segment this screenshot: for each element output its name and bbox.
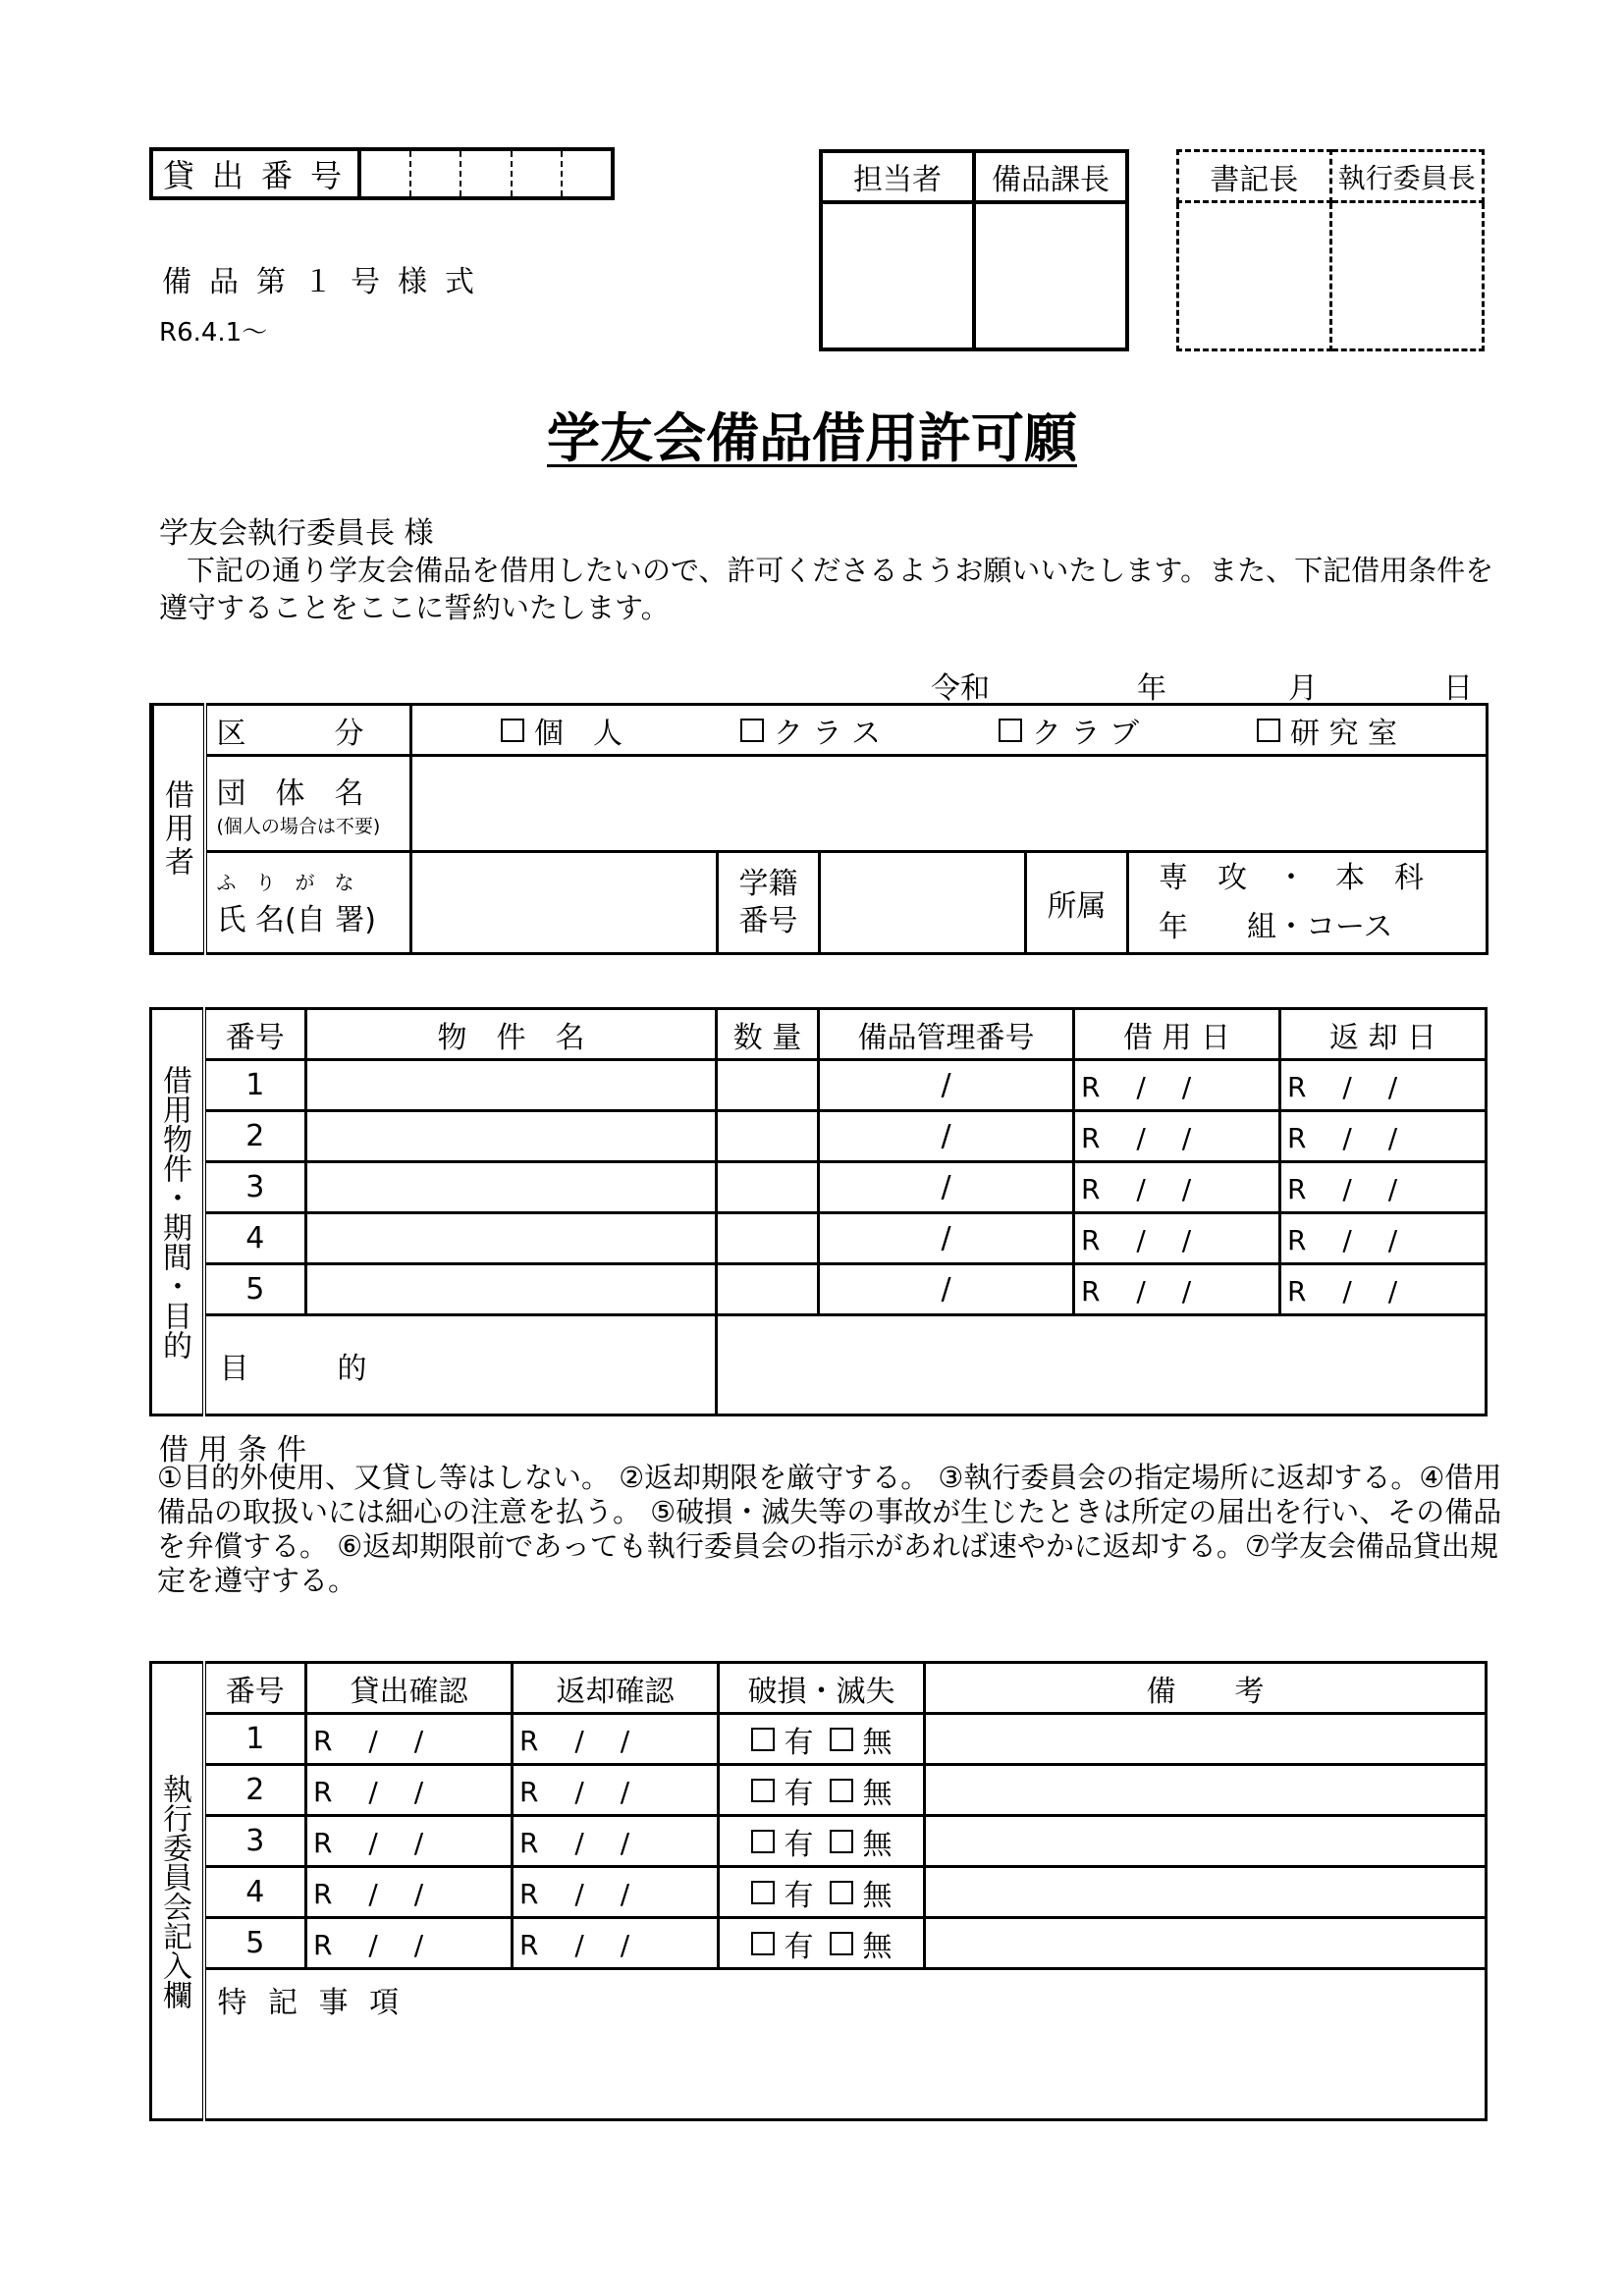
category-club[interactable]: ク ラ ブ	[999, 709, 1139, 752]
return-date-field[interactable]: R / /	[1280, 1162, 1487, 1213]
date-era: 令和	[931, 671, 990, 706]
return-check-field[interactable]: R / /	[513, 1867, 719, 1918]
loan-number-digit-3[interactable]	[460, 149, 512, 198]
loan-check-field[interactable]: R / /	[306, 1816, 513, 1867]
date-day: 日	[1443, 671, 1473, 706]
item-name-field[interactable]	[306, 1264, 717, 1315]
document-title: 学友会備品借用許可願	[547, 407, 1077, 469]
checkbox-icon	[830, 1830, 853, 1853]
checkbox-icon	[1257, 719, 1280, 742]
damage-yes[interactable]: 有	[751, 1820, 814, 1863]
damage-options	[719, 1765, 925, 1816]
staff-stamp-cell[interactable]	[821, 202, 974, 349]
loan-number-digit-5[interactable]	[562, 149, 613, 198]
damage-yes[interactable]: 有	[751, 1718, 814, 1761]
conditions-body: ①目的外使用、又貸し等はしない。 ②返却期限を厳守する。 ③執行委員会の指定場所に返却する。④借用備品の取扱いには細心の注意を払う。 ⑤破損・滅失等の事故が生じたときは所定の届出を行い、その備品を弁償する。 ⑥返却期限前であっても執行委員会の指示があれば速やかに返却する。⑦学友会備品貸出規定を遵守する。	[157, 1461, 1502, 1597]
row-no: 2	[204, 1765, 306, 1816]
table-row	[151, 1213, 1487, 1264]
mgmt-no-field[interactable]: /	[819, 1111, 1074, 1162]
damage-options	[719, 1714, 925, 1765]
mgmt-no-field[interactable]: /	[819, 1264, 1074, 1315]
loan-check-field[interactable]: R / /	[306, 1918, 513, 1969]
conditions-title: 借用条件	[159, 1433, 316, 1468]
special-notes-field[interactable]	[204, 1969, 1487, 2120]
qty-field[interactable]	[717, 1264, 819, 1315]
damage-no[interactable]: 無	[830, 1922, 893, 1965]
equipment-chief-stamp-cell[interactable]	[974, 202, 1127, 349]
damage-yes[interactable]: 有	[751, 1922, 814, 1965]
category-label: 区 分	[205, 705, 411, 756]
row-no: 5	[204, 1264, 306, 1315]
committee-side-label: 執行委員会記入欄	[157, 1773, 191, 2009]
grade-line: 年 組・コース	[1159, 909, 1393, 944]
form-revision: R6.4.1～	[159, 318, 268, 347]
col-header-no: 番号	[204, 1009, 306, 1060]
borrower-table	[149, 703, 1489, 955]
executive-chair-stamp-cell[interactable]	[1330, 202, 1484, 350]
checkbox-icon	[501, 719, 524, 742]
approval-stamps-executive	[1176, 149, 1485, 351]
table-row	[151, 1867, 1487, 1918]
table-row	[151, 1816, 1487, 1867]
table-row	[151, 1714, 1487, 1765]
category-lab[interactable]: 研 究 室	[1257, 709, 1397, 752]
qty-field[interactable]	[717, 1111, 819, 1162]
qty-field[interactable]	[717, 1162, 819, 1213]
loan-check-field[interactable]: R / /	[306, 1714, 513, 1765]
col-header-mgmt-no: 備品管理番号	[819, 1009, 1074, 1060]
table-row	[151, 1060, 1487, 1111]
department-line: 専 攻 ・ 本 科	[1159, 860, 1424, 895]
equipment-chief-label: 備品課長	[974, 151, 1127, 202]
loan-number-digit-4[interactable]	[512, 149, 563, 198]
mgmt-no-field[interactable]: /	[819, 1060, 1074, 1111]
table-row	[151, 1918, 1487, 1969]
col-header-qty: 数 量	[717, 1009, 819, 1060]
borrower-side-label-cell	[152, 705, 205, 954]
row-no: 4	[204, 1867, 306, 1918]
remarks-field[interactable]	[925, 1816, 1487, 1867]
damage-yes[interactable]: 有	[751, 1871, 814, 1914]
items-side-label-cell	[151, 1009, 204, 1415]
items-table	[149, 1007, 1488, 1416]
remarks-field[interactable]	[925, 1867, 1487, 1918]
damage-no[interactable]: 無	[830, 1769, 893, 1812]
return-check-field[interactable]: R / /	[513, 1816, 719, 1867]
checkbox-icon	[751, 1881, 775, 1904]
qty-field[interactable]	[717, 1060, 819, 1111]
loan-number-digit-2[interactable]	[410, 149, 461, 198]
executive-chair-label: 執行委員長	[1330, 151, 1484, 202]
intro-text: 下記の通り学友会備品を借用したいので、許可くださるようお願いいたします。また、下記借用条件を遵守することをここに誓約いたします。	[159, 554, 1494, 624]
student-id-label: 学籍 番号	[718, 852, 820, 954]
committee-header-remarks: 備 考	[925, 1663, 1487, 1714]
return-date-field[interactable]: R / /	[1280, 1060, 1487, 1111]
mgmt-no-field[interactable]: /	[819, 1162, 1074, 1213]
group-name-label-cell	[205, 756, 411, 852]
borrower-side-label: 借用者	[159, 778, 193, 880]
return-date-field[interactable]: R / /	[1280, 1213, 1487, 1264]
name-label-cell	[205, 852, 411, 954]
student-id-field[interactable]	[820, 852, 1026, 954]
table-row	[151, 1162, 1487, 1213]
return-check-field[interactable]: R / /	[513, 1918, 719, 1969]
checkbox-icon	[751, 1932, 775, 1955]
borrow-date-field[interactable]: R / /	[1074, 1213, 1280, 1264]
loan-number-box	[149, 147, 615, 200]
committee-table	[149, 1661, 1488, 2121]
addressee: 学友会執行委員長 様	[159, 516, 434, 551]
committee-header-damage: 破損・滅失	[719, 1663, 925, 1714]
name-ruby-label: ふ り が な	[216, 871, 354, 894]
affiliation-label: 所属	[1026, 852, 1128, 954]
row-no: 3	[204, 1816, 306, 1867]
remarks-field[interactable]	[925, 1918, 1487, 1969]
borrow-date-field[interactable]: R / /	[1074, 1060, 1280, 1111]
group-name-field[interactable]	[411, 756, 1488, 852]
return-date-field[interactable]: R / /	[1280, 1264, 1487, 1315]
checkbox-icon	[751, 1728, 775, 1751]
return-date-field[interactable]: R / /	[1280, 1111, 1487, 1162]
items-side-label: 借用物件・期間・目的	[157, 1064, 191, 1360]
checkbox-icon	[751, 1830, 775, 1853]
table-row	[151, 1264, 1487, 1315]
category-class[interactable]: ク ラ ス	[740, 709, 881, 752]
special-notes-label: 特 記 事 項	[217, 1986, 406, 2020]
committee-header-loan-check: 貸出確認	[306, 1663, 513, 1714]
return-check-field[interactable]: R / /	[513, 1714, 719, 1765]
loan-number-digit-1[interactable]	[359, 149, 410, 198]
damage-options	[719, 1918, 925, 1969]
group-name-note: (個人の場合は不要)	[216, 816, 381, 837]
name-label: 氏 名(自 署)	[216, 903, 376, 937]
mgmt-no-field[interactable]: /	[819, 1213, 1074, 1264]
affiliation-field[interactable]	[1128, 852, 1488, 954]
checkbox-icon	[830, 1779, 853, 1802]
table-row	[151, 1765, 1487, 1816]
damage-no[interactable]: 無	[830, 1820, 893, 1863]
category-options	[411, 705, 1488, 756]
category-individual[interactable]: 個 人	[501, 709, 623, 752]
row-no: 5	[204, 1918, 306, 1969]
purpose-field[interactable]	[717, 1315, 1487, 1415]
col-header-item-name: 物 件 名	[306, 1009, 717, 1060]
damage-options	[719, 1816, 925, 1867]
row-no: 1	[204, 1060, 306, 1111]
document-title-wrap	[0, 397, 1624, 472]
borrow-date-field[interactable]: R / /	[1074, 1111, 1280, 1162]
return-check-field[interactable]: R / /	[513, 1765, 719, 1816]
item-name-field[interactable]	[306, 1213, 717, 1264]
item-name-field[interactable]	[306, 1060, 717, 1111]
checkbox-icon	[740, 719, 764, 742]
borrow-date-field[interactable]: R / /	[1074, 1264, 1280, 1315]
form-number: 備品第１号様式	[162, 265, 492, 299]
item-name-field[interactable]	[306, 1111, 717, 1162]
checkbox-icon	[751, 1779, 775, 1802]
secretary-general-stamp-cell[interactable]	[1178, 202, 1331, 350]
secretary-general-label: 書記長	[1178, 151, 1331, 202]
purpose-label: 目 的	[204, 1315, 717, 1415]
group-name-label: 団 体 名	[216, 776, 364, 811]
damage-options	[719, 1867, 925, 1918]
date-year: 年	[1137, 671, 1166, 706]
qty-field[interactable]	[717, 1213, 819, 1264]
checkbox-icon	[830, 1881, 853, 1904]
remarks-field[interactable]	[925, 1714, 1487, 1765]
damage-no[interactable]: 無	[830, 1718, 893, 1761]
table-row	[151, 1111, 1487, 1162]
committee-header-no: 番号	[204, 1663, 306, 1714]
damage-no[interactable]: 無	[830, 1871, 893, 1914]
loan-check-field[interactable]: R / /	[306, 1765, 513, 1816]
name-field[interactable]	[411, 852, 718, 954]
date-month: 月	[1288, 671, 1318, 706]
col-header-borrow-date: 借 用 日	[1074, 1009, 1280, 1060]
committee-header-return-check: 返却確認	[513, 1663, 719, 1714]
loan-check-field[interactable]: R / /	[306, 1867, 513, 1918]
row-no: 2	[204, 1111, 306, 1162]
col-header-return-date: 返 却 日	[1280, 1009, 1487, 1060]
staff-label: 担当者	[821, 151, 974, 202]
checkbox-icon	[999, 719, 1022, 742]
loan-number-label: 貸出番号	[151, 149, 359, 198]
row-no: 3	[204, 1162, 306, 1213]
checkbox-icon	[830, 1932, 853, 1955]
damage-yes[interactable]: 有	[751, 1769, 814, 1812]
committee-side-label-cell	[151, 1663, 204, 2120]
approval-stamps-staff	[819, 149, 1129, 351]
row-no: 4	[204, 1213, 306, 1264]
checkbox-icon	[830, 1728, 853, 1751]
row-no: 1	[204, 1714, 306, 1765]
borrow-date-field[interactable]: R / /	[1074, 1162, 1280, 1213]
remarks-field[interactable]	[925, 1765, 1487, 1816]
item-name-field[interactable]	[306, 1162, 717, 1213]
